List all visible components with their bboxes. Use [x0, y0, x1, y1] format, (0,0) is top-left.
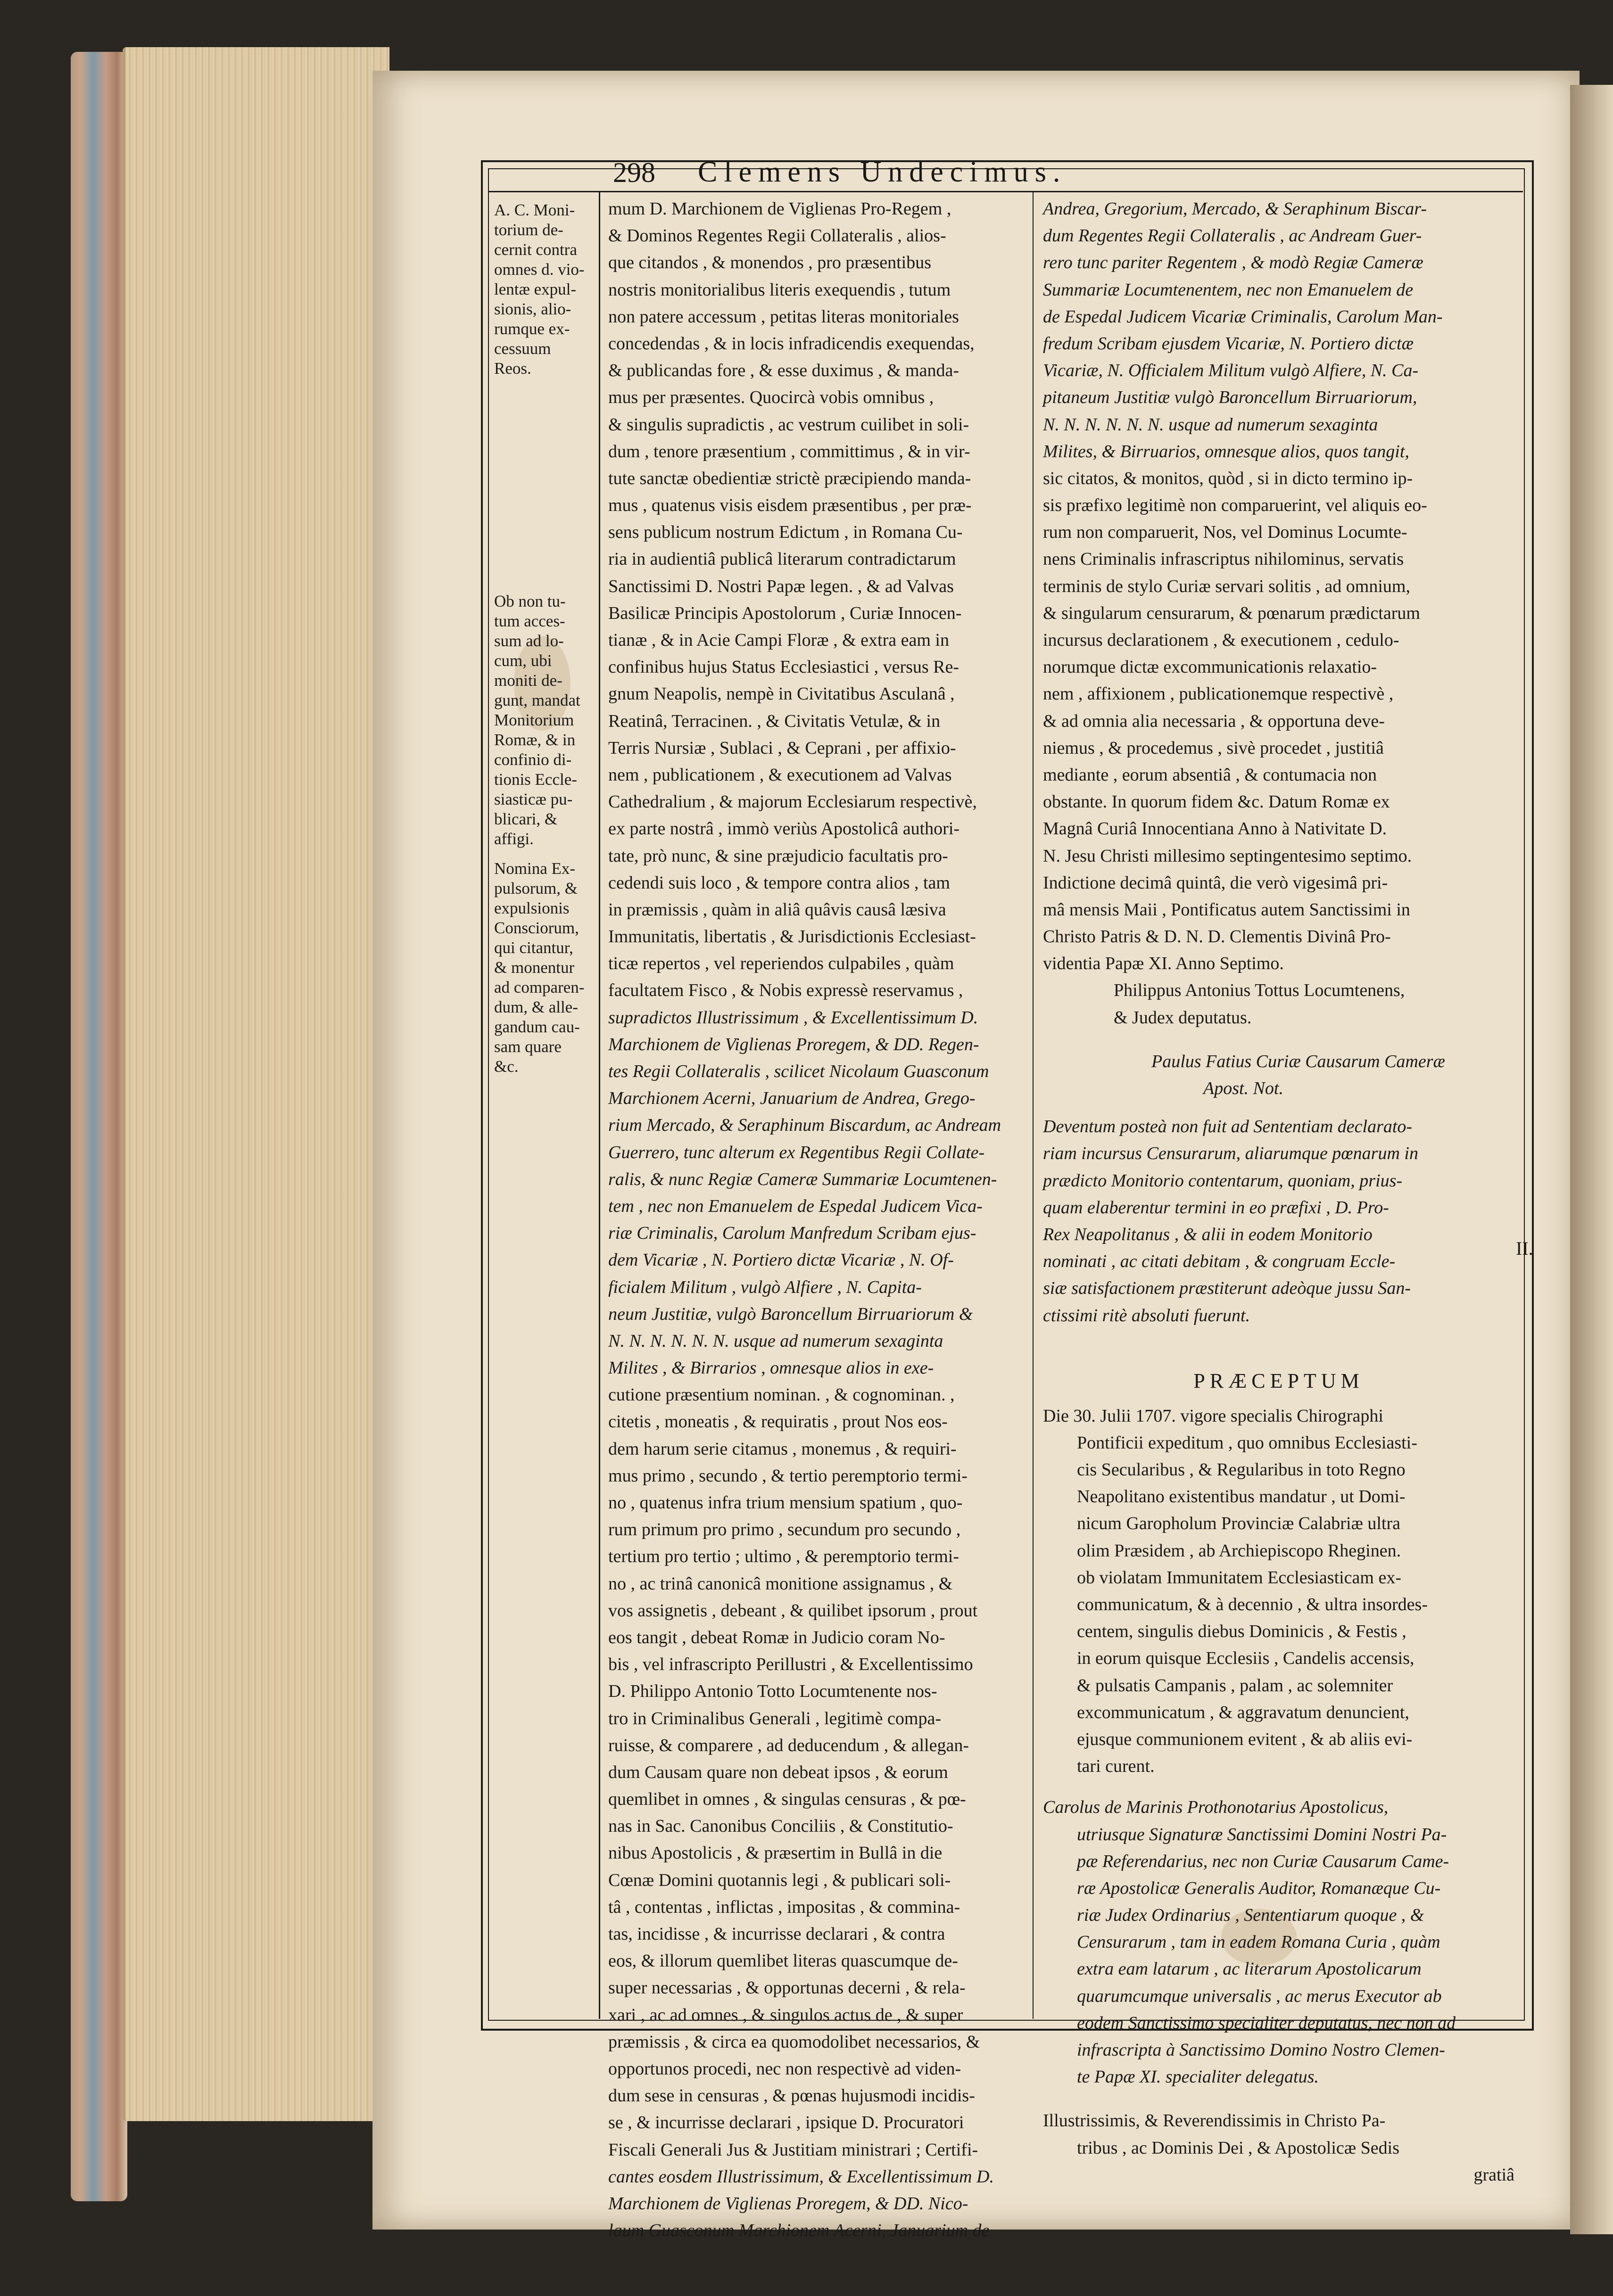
text-line: extra eam latarum , ac literarum Apostolicarum [1077, 1959, 1422, 1979]
marginal-note-names [494, 859, 591, 1077]
text-line: neum Justitiæ, vulgò Baroncellum Birruariorum & [608, 1304, 973, 1324]
text-line: & singularum censurarum, & pœnarum prædictarum [1043, 603, 1420, 623]
text-line: ejusque communionem evitent , & ab aliis evi- [1077, 1729, 1413, 1749]
text-line: Illustrissimis, & Reverendissimis in Christo Pa- [1043, 2111, 1386, 2131]
praeceptum-text [1043, 1403, 1514, 1780]
text-line: Christo Patris & D. N. D. Clementis Divinâ Pro- [1043, 927, 1391, 947]
marginal-line: qui citantur, [494, 938, 573, 957]
text-line: obstante. In quorum fidem &c. Datum Romæ ex [1043, 792, 1390, 812]
text-line: Reatinâ, Terracinen. , & Civitatis Vetulæ, & in [608, 711, 941, 731]
text-line: Sanctissimi D. Nostri Papæ legen. , & ad Valvas [608, 576, 954, 596]
marginal-line: gandum cau- [494, 1018, 580, 1036]
signature-line: Paulus Fatius Curiæ Causarum Cameræ [1151, 1051, 1445, 1071]
marginal-line: & monentur [494, 958, 575, 977]
carolus-de-marinis-title [1043, 1794, 1514, 2090]
text-line: facultatem Fisco , & Nobis expressè reservamus , [608, 980, 963, 1001]
text-line: Magnâ Curiâ Innocentiana Anno à Nativitate D. [1043, 819, 1387, 839]
text-line: pæ Referendarius, nec non Curiæ Causarum Came- [1077, 1851, 1449, 1871]
text-line: in præmissis , quàm in aliâ quâvis causâ læsiva [608, 899, 946, 920]
text-line: eos tangit , debeat Romæ in Judicio coram No- [608, 1627, 945, 1647]
marginal-line: torium de- [494, 221, 563, 239]
text-line: tute sanctæ obedientiæ strictè præcipiendo manda- [608, 468, 971, 488]
text-line: tribus , ac Dominis Dei , & Apostolicæ Sedis [1077, 2138, 1399, 2158]
column-divider [1033, 191, 1034, 2019]
marginal-line: dum, & alle- [494, 998, 578, 1016]
text-line: ræ Apostolicæ Generalis Auditor, Romanæque Cu- [1077, 1878, 1441, 1898]
text-line: sis præfixo legitimè non comparuerint, vel aliquis eo- [1043, 495, 1427, 516]
text-line: tari curent. [1077, 1756, 1155, 1777]
marginal-line: sam quare [494, 1037, 562, 1056]
catchword: gratiâ [1473, 2164, 1514, 2185]
marginal-line: tum acces- [494, 612, 565, 630]
text-line: bis , vel infrascripto Perillustri , & Excellentissimo [608, 1654, 973, 1675]
text-line: quemlibet in omnes , & singulas censuras , & pœ- [608, 1789, 966, 1810]
text-line: ob violatam Immunitatem Ecclesiasticam ex- [1077, 1567, 1401, 1588]
text-line: Indictione decimâ quintâ, die verò vigesimâ pri- [1043, 872, 1388, 893]
note-line: ctissimi ritè absoluti fuerunt. [1043, 1305, 1250, 1325]
marginal-note-access [494, 592, 591, 849]
text-line: no , quatenus infra trium mensium spatium , quo- [608, 1493, 963, 1513]
marginal-line: Reos. [494, 359, 531, 378]
book-cover-marbled-edge [71, 52, 127, 2201]
text-line: videntia Papæ XI. Anno Septimo. [1043, 954, 1284, 974]
text-line: terminis de stylo Curiæ servari solitis , ad omnium, [1043, 576, 1410, 596]
text-line: tertium pro tertio ; ultimo , & peremptorio termi- [608, 1547, 960, 1567]
text-line: Terris Nursiæ , Sublaci , & Ceprani , per affixio- [608, 738, 956, 758]
text-line: vos assignetis , debeant , & quilibet ipsorum , prout [608, 1600, 978, 1621]
marginal-line: Ob non tu- [494, 592, 566, 610]
text-line: nibus Apostolicis , & præsertim in Bullâ in die [608, 1843, 943, 1863]
text-line: supradictos Illustrissimum , & Excellentissimum D. [608, 1007, 978, 1028]
signature-line: Apost. Not. [1203, 1078, 1283, 1098]
text-line: de Espedal Judicem Vicariæ Criminalis, Carolum Man- [1043, 306, 1443, 327]
text-line: se , & incurrisse declarari , ipsique D. Procuratori [608, 2113, 964, 2133]
text-line: cantes eosdem Illustrissimum, & Excellentissimum D. [608, 2166, 994, 2187]
running-title: Clemens Undecimus. [698, 156, 1067, 188]
marginal-line: lentæ expul- [494, 280, 576, 298]
marginal-line: pulsorum, & [494, 879, 578, 897]
text-line: dum Regentes Regii Collateralis , ac Andream Guer- [1043, 226, 1422, 246]
marginal-line: cernit contra [494, 240, 577, 259]
text-line: dum , tenore præsentium , committimus , & in vir- [608, 441, 970, 461]
text-line: que citandos , & monendos , pro præsentibus [608, 253, 931, 273]
text-line: & publicandas fore , & esse duximus , & manda- [608, 361, 960, 381]
text-line: mus primo , secundo , & tertio peremptorio termi- [608, 1465, 968, 1486]
text-line: cutione præsentium nominan. , & cognominan. , [608, 1385, 955, 1405]
text-line: tem , nec non Emanuelem de Espedal Judicem Vica- [608, 1196, 983, 1216]
marginal-line: cum, ubi [494, 651, 552, 670]
spacer [1043, 1031, 1514, 1048]
text-line: te Papæ XI. specialiter delegatus. [1077, 2067, 1319, 2087]
marginal-line: Consciorum, [494, 919, 579, 937]
text-line: incursus declarationem , & executionem , cedulo- [1043, 630, 1399, 650]
text-line: laum Guasconum Marchionem Acerni, Januarium de [608, 2221, 990, 2241]
text-line: Marchionem de Viglienas Proregem, & DD. Regen- [608, 1034, 979, 1054]
text-line: ria in audientiâ publicâ literarum contradictarum [608, 549, 956, 569]
text-line: dem harum serie citamus , monemus , & requiri- [608, 1439, 957, 1459]
note-line: quam elaberentur termini in eo præfixi , D. Pro- [1043, 1197, 1389, 1218]
text-line: mum D. Marchionem de Viglienas Pro-Regem , [608, 199, 951, 219]
note-line: Rex Neapolitanus , & alii in eodem Monitorio [1043, 1224, 1373, 1244]
text-line: concedendas , & in locis infradicendis exequendas, [608, 333, 975, 354]
text-line: xari , ac ad omnes , & singulos actus de , & super [608, 2005, 963, 2025]
note-line: siæ satisfactionem præstiterunt adeòque jussu San- [1043, 1278, 1411, 1299]
text-line: rum primum pro primo , secundum pro secundo , [608, 1520, 961, 1540]
text-line: dum sese in censuras , & pœnas hujusmodi incidis- [608, 2086, 975, 2106]
text-line: rero tunc pariter Regentem , & modò Regiæ Cameræ [1043, 253, 1423, 273]
left-text-column [608, 196, 1023, 2244]
spacer [1043, 1780, 1514, 1794]
text-line: pitaneum Justitiæ vulgò Baroncellum Birruariorum, [1043, 387, 1417, 408]
text-line: tes Regii Collateralis , scilicet Nicolaum Guasconum [608, 1062, 989, 1081]
text-line: citetis , moneatis , & requiratis , prout Nos eos- [608, 1412, 948, 1432]
page-number: 298 [613, 157, 655, 188]
marginal-line: moniti de- [494, 671, 562, 690]
text-line: niemus , & procedemus , sivè procedet , justitiâ [1043, 738, 1384, 758]
text-line: cedendi suis loco , & tempore contra alios , tam [608, 872, 950, 893]
marginal-line: tionis Eccle- [494, 770, 577, 789]
text-line: ficialem Militum , vulgò Alfiere , N. Capita- [608, 1277, 922, 1297]
text-line: ex parte nostrâ , immò veriùs Apostolicâ authori- [608, 819, 960, 839]
text-line: & singulis supradictis , ac vestrum cuilibet in soli- [608, 414, 969, 435]
note-line: nominati , ac citati debitam , & congruam Eccle- [1043, 1251, 1396, 1272]
text-line: olim Præsidem , ab Archiepiscopo Rheginen. [1077, 1540, 1401, 1561]
marginal-line: Monitorium [494, 711, 574, 729]
text-line: & pulsatis Campanis , palam , ac solemniter [1077, 1675, 1393, 1695]
signature-line: & Judex deputatus. [1114, 1007, 1252, 1028]
text-line: Cœnæ Domini quotannis legi , & publicari soli- [608, 1870, 951, 1890]
text-line: ticæ repertos , vel reperiendos culpabiles , quàm [608, 954, 954, 974]
text-line: Die 30. Julii 1707. vigore specialis Chirographi [1043, 1406, 1383, 1426]
text-line: Basilicæ Principis Apostolorum , Curiæ Innocen- [608, 603, 962, 623]
text-line: ruisse, & comparere , ad deducendum , & allegan- [608, 1735, 969, 1755]
marginal-line: omnes d. vio- [494, 260, 585, 279]
text-line: Censurarum , tam in eadem Romana Curia , quàm [1077, 1932, 1440, 1952]
text-line: Milites , & Birrarios , omnesque alios in exe- [608, 1358, 934, 1378]
signature-line: Philippus Antonius Tottus Locumtenens, [1114, 980, 1405, 1001]
text-line: Fiscali Generali Jus & Justitiam ministrari ; Certifi- [608, 2140, 978, 2160]
text-line: N. N. N. N. N. N. usque ad numerum sexaginta [1043, 414, 1378, 435]
text-line: & Dominos Regentes Regii Collateralis , alios- [608, 226, 946, 246]
text-line: Vicariæ, N. Officialem Militum vulgò Alfiere, N. Ca- [1043, 361, 1419, 381]
text-line: eodem Sanctissimo specialiter deputatus, nec non ad [1077, 2013, 1456, 2033]
signature-notary [1043, 1048, 1514, 1102]
text-line: nicum Garopholum Provinciæ Calabriæ ultra [1077, 1514, 1401, 1534]
note-line: prædicto Monitorio contentarum, quoniam, prius- [1043, 1170, 1403, 1191]
text-line: Marchionem de Viglienas Proregem, & DD. Nico- [608, 2193, 968, 2214]
text-line: eos, & illorum quemlibet literas quascumque de- [608, 1951, 958, 1971]
page-edges-stack [123, 47, 389, 2121]
text-line: sic citatos, & monitos, quòd , si in dicto termino ip- [1043, 468, 1413, 488]
text-line: Cathedralium , & majorum Ecclesiarum respectivè, [608, 792, 977, 812]
closing-text [1043, 2107, 1514, 2161]
marginal-divider [599, 191, 600, 2019]
text-line: opportunos procedi, nec non respectivè ad viden- [608, 2058, 961, 2079]
header-rule [488, 191, 1523, 192]
text-line: nem , publicationem , & executionem ad Valvas [608, 765, 952, 785]
marginal-line: confinio di- [494, 750, 572, 769]
text-line: tianæ , & in Acie Campi Floræ , & extra eam in [608, 630, 949, 650]
marginal-line: blicari, & [494, 810, 558, 828]
text-line: super necessarias , & opportunas decerni , & rela- [608, 1978, 966, 1998]
marginal-line: siasticæ pu- [494, 790, 573, 808]
text-line: tate, prò nunc, & sine præjudicio facultatis pro- [608, 846, 948, 866]
text-line: ralis, & nunc Regiæ Cameræ Summariæ Locumtenen- [608, 1169, 997, 1189]
marginal-line: Nomina Ex- [494, 859, 576, 878]
marginal-line: affigi. [494, 830, 534, 848]
text-line: Pontificii expeditum , quo omnibus Ecclesiasti- [1077, 1432, 1417, 1453]
text-line: infrascripta à Sanctissimo Domino Nostro Clemen- [1077, 2040, 1445, 2060]
text-line: non patere accessum , petitas literas monitoriales [608, 306, 959, 327]
text-line: no , ac trinâ canonicâ monitione assignamus , & [608, 1573, 953, 1594]
marginal-line: A. C. Moni- [494, 201, 575, 219]
text-line: norumque dictæ excommunicationis relaxatio- [1043, 657, 1377, 677]
marginal-line: sum ad lo- [494, 632, 564, 650]
text-line: Andrea, Gregorium, Mercado, & Seraphinum Biscar- [1043, 199, 1427, 219]
section-number: II. [1516, 1238, 1533, 1259]
text-line: rum non comparuerit, Nos, vel Dominus Locumte- [1043, 522, 1407, 543]
marginal-line: gunt, mandat [494, 691, 580, 709]
text-line: tâ , contentas , inflictas , impositas , & commina- [608, 1897, 960, 1917]
text-line: Guerrero, tunc alterum ex Regentibus Regii Collate- [608, 1142, 985, 1162]
spacer [1043, 2090, 1514, 2107]
text-line: mâ mensis Maii , Pontificatus autem Sanctissimi in [1043, 899, 1410, 920]
text-line: utriusque Signaturæ Sanctissimi Domini Nostri Pa- [1077, 1824, 1447, 1844]
text-line: mus per præsentes. Quocircà vobis omnibus , [608, 387, 934, 408]
marginal-line: ad comparen- [494, 978, 585, 996]
signature-locumtenens [1043, 977, 1514, 1031]
text-line: fredum Scribam ejusdem Vicariæ, N. Portiero dictæ [1043, 333, 1414, 354]
text-line: centem, singulis diebus Dominicis , & Festis , [1077, 1621, 1406, 1642]
right-text-column [1043, 196, 1514, 2189]
text-line: tas, incidisse , & incurrisse declarari , & contra [608, 1924, 945, 1944]
text-line: mediante , eorum absentiâ , & contumacia non [1043, 765, 1377, 785]
text-line: D. Philippo Antonio Totto Locumtenente nos- [608, 1681, 937, 1702]
text-line: Immunitatis, libertatis , & Jurisdictionis Ecclesiast- [608, 927, 976, 947]
text-line: Summariæ Locumtenentem, nec non Emanuelem de [1043, 280, 1414, 300]
marginal-line: rumque ex- [494, 320, 570, 338]
text-line: Carolus de Marinis Prothonotarius Apostolicus, [1043, 1797, 1389, 1818]
marginal-line: expulsionis [494, 899, 570, 917]
text-line: nostris monitorialibus literis exequendis , tutum [608, 280, 951, 300]
text-line: rium Mercado, & Seraphinum Biscardum, ac Andream [608, 1115, 1001, 1136]
text-line: Marchionem Acerni, Januarium de Andrea, Grego- [608, 1088, 976, 1109]
marginal-line: Romæ, & in [494, 731, 576, 749]
text-line: Neapolitano existentibus mandatur , ut Domi- [1077, 1487, 1406, 1507]
text-line: dem Vicariæ , N. Portiero dictæ Vicariæ , N. Of- [608, 1250, 954, 1270]
text-line: cis Secularibus , & Regularibus in toto Regno [1077, 1460, 1406, 1480]
section-heading: PRÆCEPTUM [1193, 1369, 1364, 1392]
note-line: Deventum posteà non fuit ad Sententiam declarato- [1043, 1117, 1413, 1137]
text-line: in eorum quisque Ecclesiis , Candelis accensis, [1077, 1648, 1414, 1669]
text-line: N. Jesu Christi millesimo septingentesimo septimo. [1043, 846, 1412, 866]
text-line: communicatum, & à decennio , & ultra insordes- [1077, 1595, 1428, 1614]
text-line: sens publicum nostrum Edictum , in Romana Cu- [608, 522, 963, 543]
text-line: N. N. N. N. N. N. usque ad numerum sexaginta [608, 1331, 943, 1351]
text-line: gnum Neapolis, nempè in Civitatibus Asculanâ , [608, 684, 955, 704]
text-line: riæ Judex Ordinarius , Sententiarum quoque , & [1077, 1905, 1424, 1926]
text-line: dum Causam quare non debeat ipsos , & eorum [608, 1762, 948, 1782]
facing-page-edge [1570, 85, 1613, 2234]
text-line: nens Criminalis infrascriptus nihilominus, servatis [1043, 549, 1404, 569]
marginal-line: cessuum [494, 339, 551, 358]
text-line: quarumcumque universalis , ac merus Executor ab [1077, 1986, 1442, 2006]
text-line: nas in Sac. Canonibus Conciliis , & Constitutio- [608, 1816, 953, 1836]
marginal-line: sionis, alio- [494, 300, 571, 318]
text-line: riæ Criminalis, Carolum Manfredum Scribam ejus- [608, 1223, 976, 1243]
text-line: nem , affixionem , publicationemque respectivè , [1043, 684, 1394, 704]
spacer [1043, 1102, 1514, 1113]
text-line: confinibus hujus Status Ecclesiastici , versus Re- [608, 657, 960, 677]
text-line: tro in Criminalibus Generali , legitimè compa- [608, 1708, 941, 1728]
note-line: riam incursus Censurarum, aliarumque pœnarum in [1043, 1144, 1418, 1164]
text-line: excommunicatum , & aggravatum denuncient, [1077, 1702, 1409, 1722]
text-line: mus , quatenus visis eisdem præsentibus , per præ- [608, 495, 972, 516]
marginal-note-monitorium [494, 200, 591, 379]
text-line: & ad omnia alia necessaria , & opportuna deve- [1043, 711, 1385, 731]
text-line: Milites, & Birruarios, omnesque alios, quos tangit, [1043, 441, 1409, 461]
text-line: præmissis , & circa ea quomodolibet necessarios, & [608, 2032, 980, 2052]
spacer [1043, 1329, 1514, 1362]
marginal-line: &c. [494, 1057, 519, 1076]
absolution-note [1043, 1113, 1514, 1329]
